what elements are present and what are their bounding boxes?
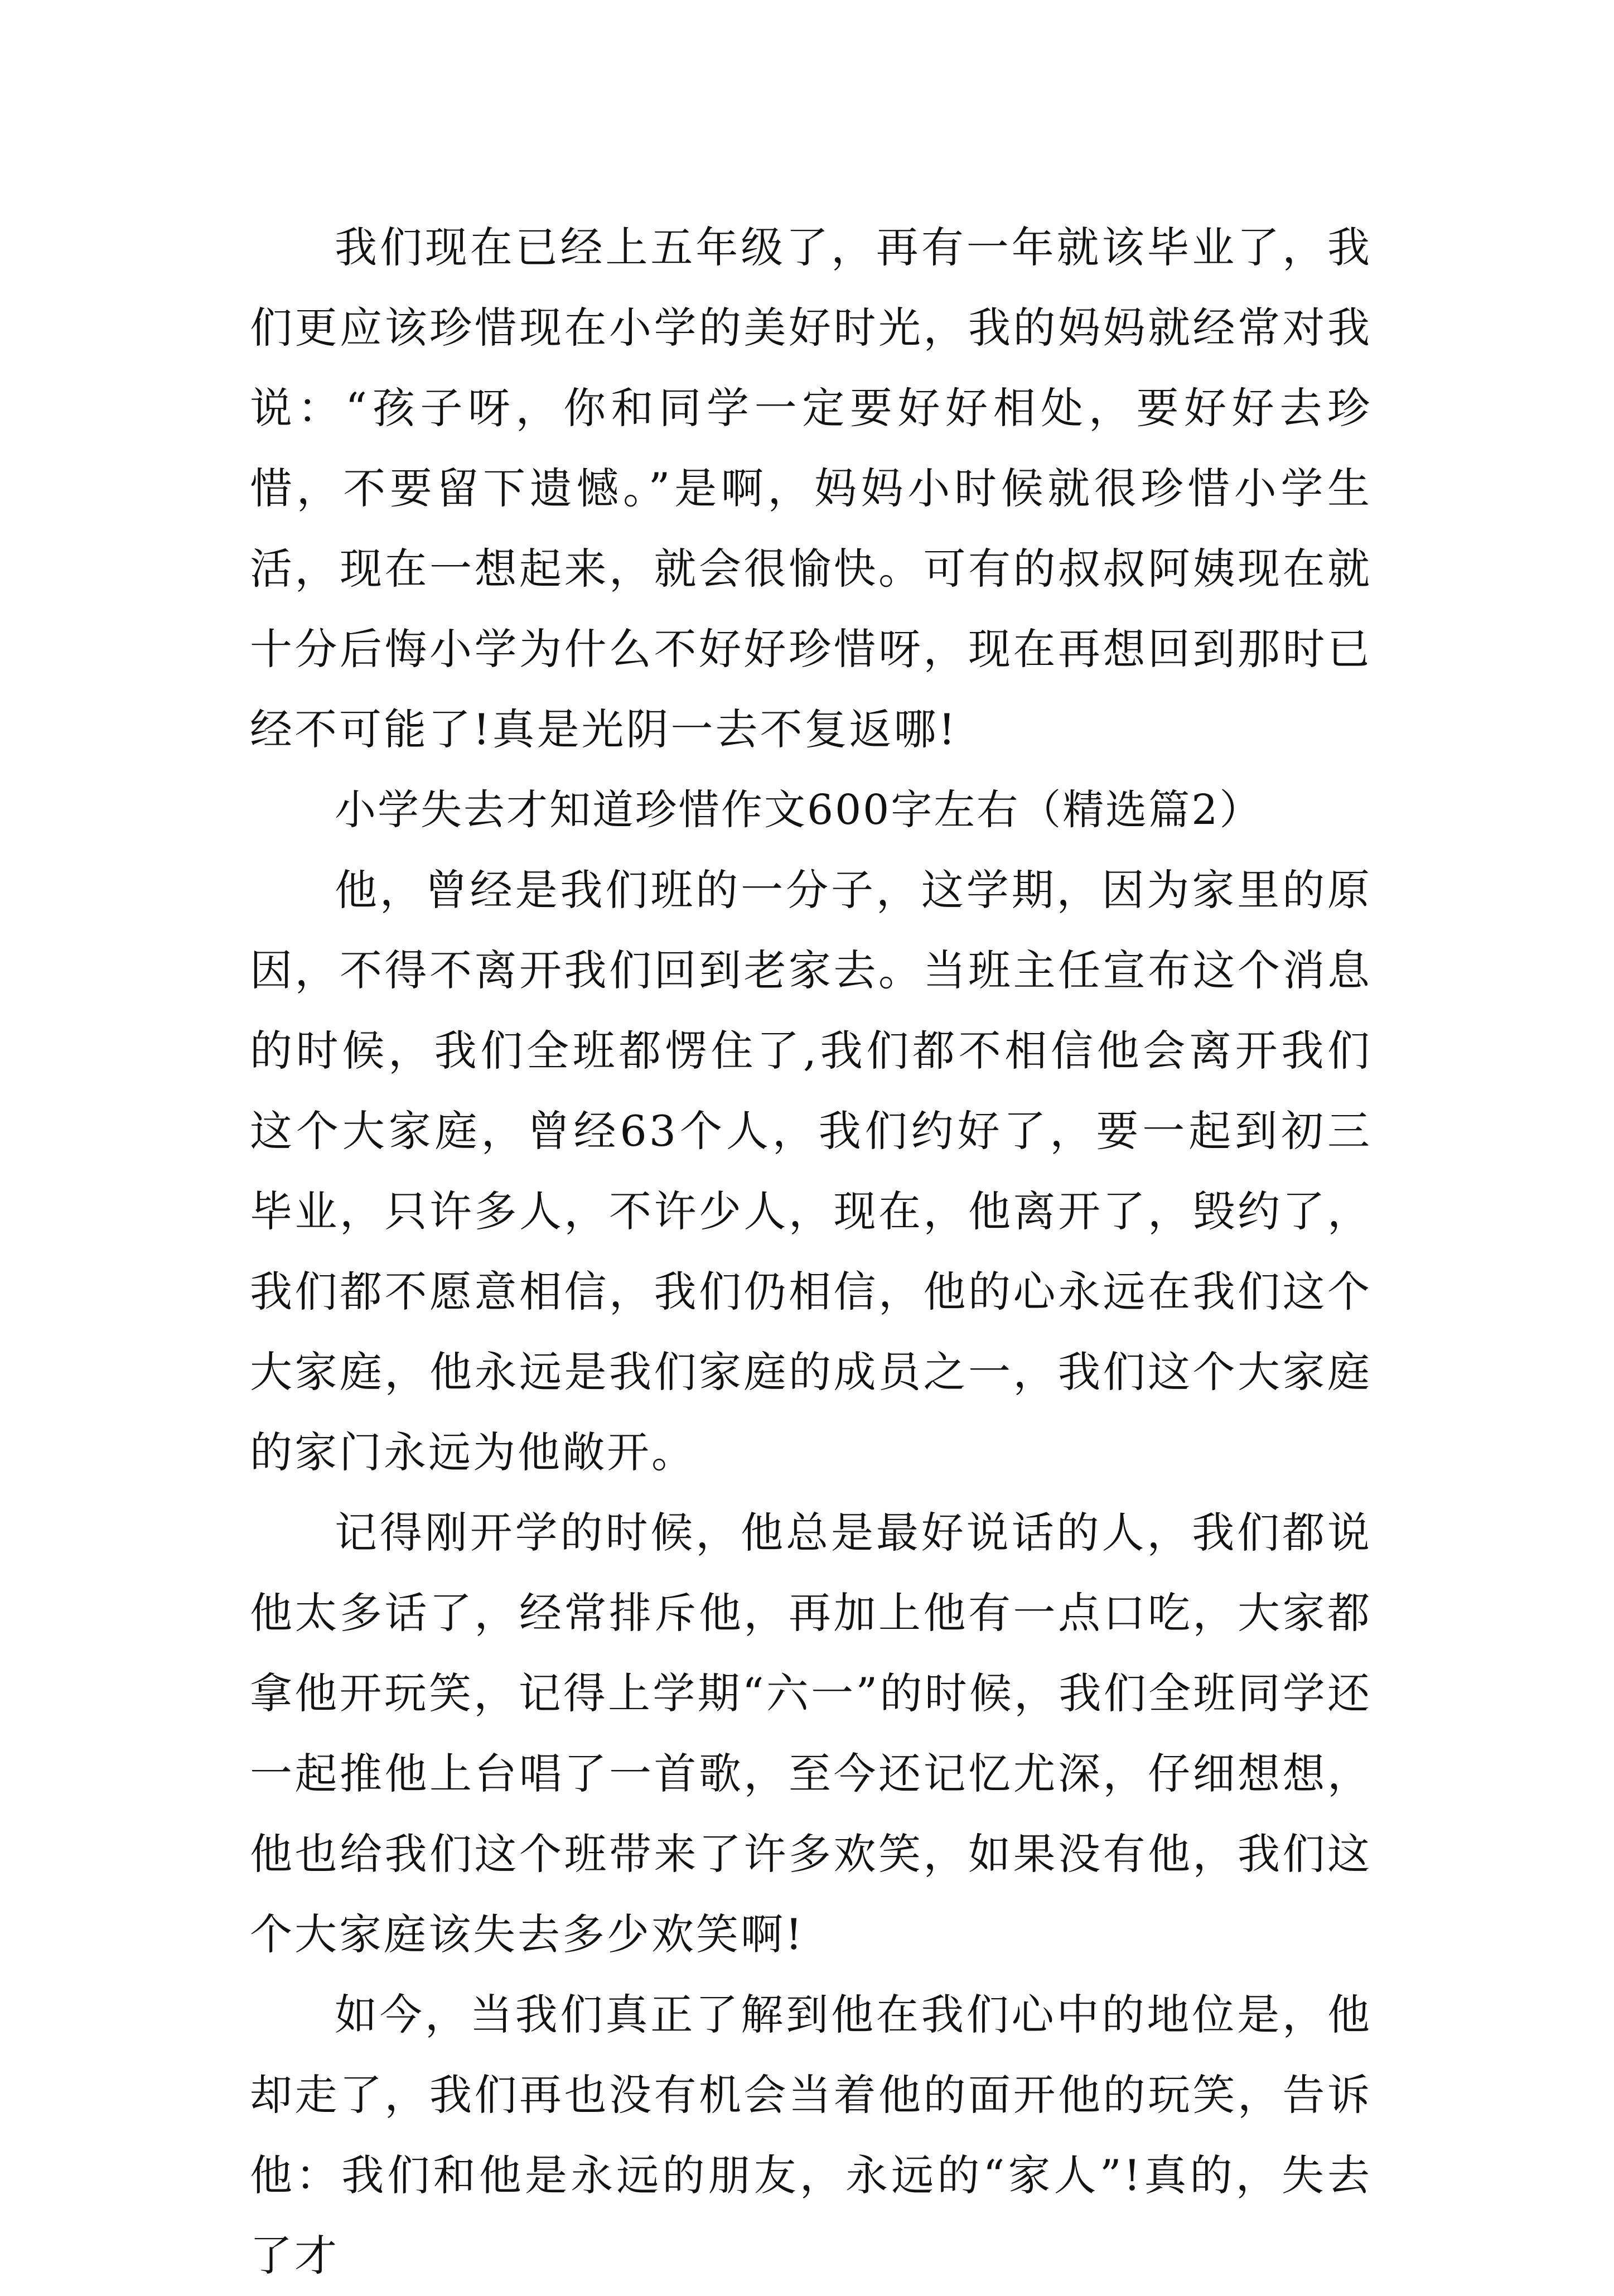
- paragraph-3: 记得刚开学的时候，他总是最好说话的人，我们都说他太多话了，经常排斥他，再加上他有一点口吃，大家都拿他开玩笑，记得上学期“六一”的时候，我们全班同学还一起推他上台唱了一首歌，至今还记忆尤深，仔细想想，他也给我们这个班带来了许多欢笑，如果没有他，我们这个大家庭该失去多少欢笑啊!: [250, 1508, 1372, 1959]
- section-heading: 小学失去才知道珍惜作文600字左右（精选篇2）: [335, 786, 1263, 834]
- document-body: [250, 208, 1372, 2296]
- paragraph-2: 他，曾经是我们班的一分子，这学期，因为家里的原因，不得不离开我们回到老家去。当班主任宣布这个消息的时候，我们全班都愣住了,我们都不相信他会离开我们这个大家庭，曾经63个人，我们约好了，要一起到初三毕业，只许多人，不许少人，现在，他离开了，毁约了，我们都不愿意相信，我们仍相信，他的心永远在我们这个大家庭，他永远是我们家庭的成员之一，我们这个大家庭的家门永远为他敞开。: [250, 865, 1372, 1477]
- paragraph-4: 如今，当我们真正了解到他在我们心中的地位是，他却走了，我们再也没有机会当着他的面开他的玩笑，告诉他：我们和他是永远的朋友，永远的“家人”!真的，失去了才: [250, 1990, 1372, 2280]
- paragraph-1: 我们现在已经上五年级了，再有一年就该毕业了，我们更应该珍惜现在小学的美好时光，我的妈妈就经常对我说：“孩子呀，你和同学一定要好好相处，要好好去珍惜，不要留下遗憾。”是啊，妈妈小时候就很珍惜小学生活，现在一想起来，就会很愉快。可有的叔叔阿姨现在就十分后悔小学为什么不好好珍惜呀，现在再想回到那时已经不可能了!真是光阴一去不复返哪!: [250, 223, 1372, 754]
